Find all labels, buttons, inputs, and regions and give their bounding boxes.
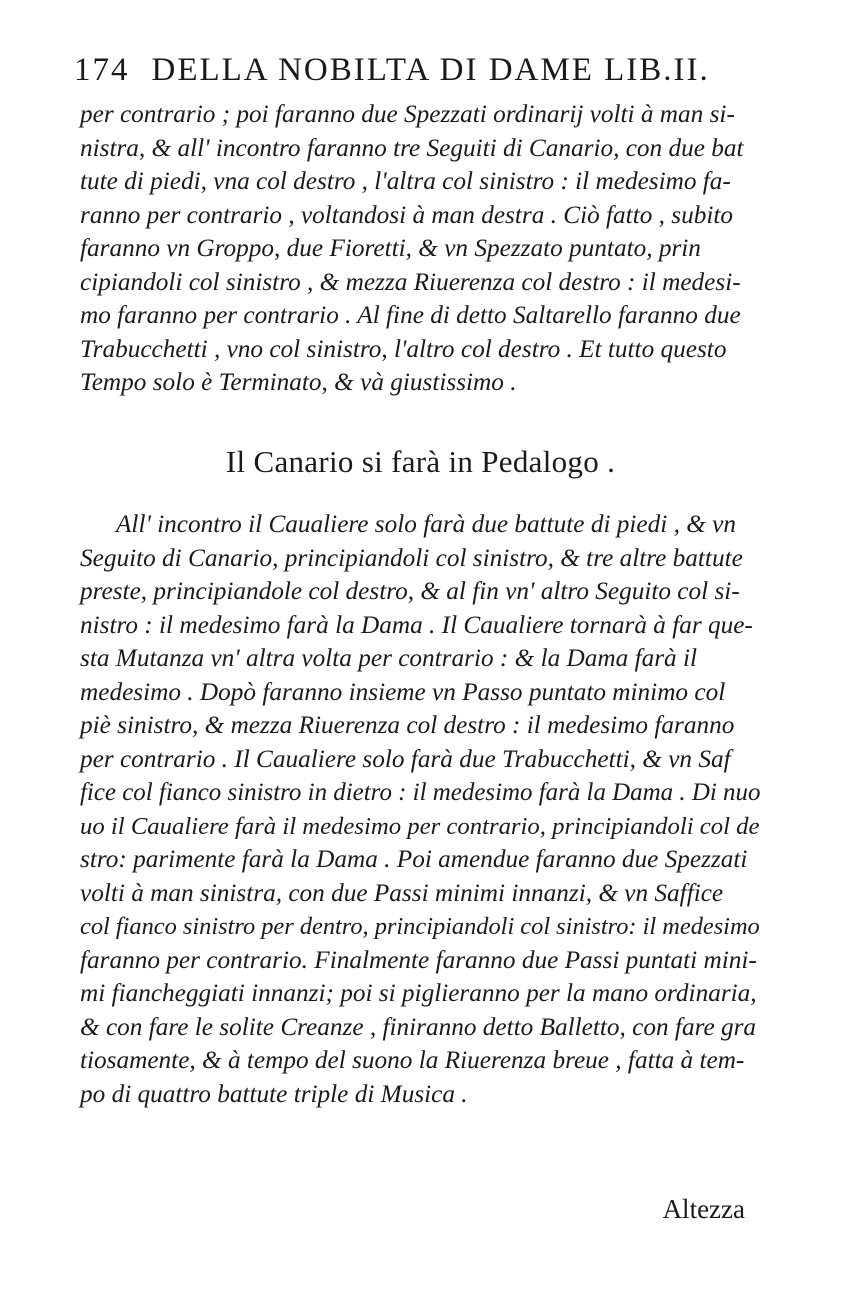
text-line: stro: parimente farà la Dama . Poi amendue faranno due Spezzati <box>80 845 748 873</box>
text-line: per contrario ; poi faranno due Spezzati ordinarij volti à man si- <box>80 100 735 128</box>
text-line: per contrario . Il Caualiere solo farà due Trabucchetti, & vn Saf <box>80 744 731 773</box>
catchword: Altezza <box>662 1194 745 1224</box>
text-line: tiosamente, & à tempo del suono la Riuerenza breue , fatta à tem- <box>80 1046 745 1074</box>
page-number: 174 <box>74 52 130 88</box>
text-line: Seguito di Canario, principiandoli col sinistro, & tre altre battute <box>80 543 743 572</box>
text-line: piè sinistro, & mezza Riuerenza col destro : il medesimo faranno <box>80 711 735 739</box>
text-line: cipiandoli col sinistro , & mezza Riuerenza col destro : il medesi- <box>80 267 741 296</box>
text-line: All' incontro il Caualiere solo farà due battute di piedi , & vn <box>116 510 736 538</box>
paragraph-canario <box>80 508 780 1111</box>
text-line: Tempo solo è Terminato, & và giustissimo . <box>80 368 517 396</box>
text-line: nistra, & all' incontro faranno tre Seguiti di Canario, con due bat <box>80 133 744 162</box>
text-line: nistro : il medesimo farà la Dama . Il Caualiere tornarà à far que- <box>80 610 753 639</box>
text-line: mo faranno per contrario . Al fine di detto Saltarello faranno due <box>80 301 741 329</box>
paragraph-saltarello-end <box>80 98 780 400</box>
text-line: po di quattro battute triple di Musica . <box>80 1079 468 1108</box>
text-line: ranno per contrario , voltandosi à man destra . Ciò fatto , subito <box>80 200 734 229</box>
text-line: fice col fianco sinistro in dietro : il medesimo farà la Dama . Di nuo <box>80 779 761 806</box>
text-line: & con fare le solite Creanze , finiranno detto Balletto, con fare gra <box>80 1012 757 1041</box>
running-title: DELLA NOBILTA DI DAME LIB.II. <box>151 52 710 88</box>
text-line: volti à man sinistra, con due Passi minimi innanzi, & vn Saffice <box>80 878 724 907</box>
text-line: faranno vn Groppo, due Fioretti, & vn Spezzato puntato, prin <box>80 234 701 262</box>
text-line: tute di piedi, vna col destro , l'altra col sinistro : il medesimo fa- <box>80 167 731 195</box>
text-line: preste, principiandole col destro, & al fin vn' altro Seguito col si- <box>80 577 740 605</box>
text-line: col fianco sinistro per dentro, principiandoli col sinistro: il medesimo <box>80 913 760 940</box>
text-line: mi fiancheggiati innanzi; poi si piglieranno per la mano ordinaria, <box>80 979 757 1007</box>
text-line: sta Mutanza vn' altra volta per contrario : & la Dama farà il <box>80 644 697 672</box>
text-line: Trabucchetti , vno col sinistro, l'altro col destro . Et tutto questo <box>80 334 727 363</box>
text-line: faranno per contrario. Finalmente faranno due Passi puntati mini- <box>80 945 757 974</box>
text-line: medesimo . Dopò faranno insieme vn Passo puntato minimo col <box>80 677 726 706</box>
text-line: uo il Caualiere farà il medesimo per contrario, principiandoli col de <box>80 812 760 840</box>
section-heading: Il Canario si farà in Pedalogo . <box>225 444 616 479</box>
running-head <box>74 52 774 89</box>
